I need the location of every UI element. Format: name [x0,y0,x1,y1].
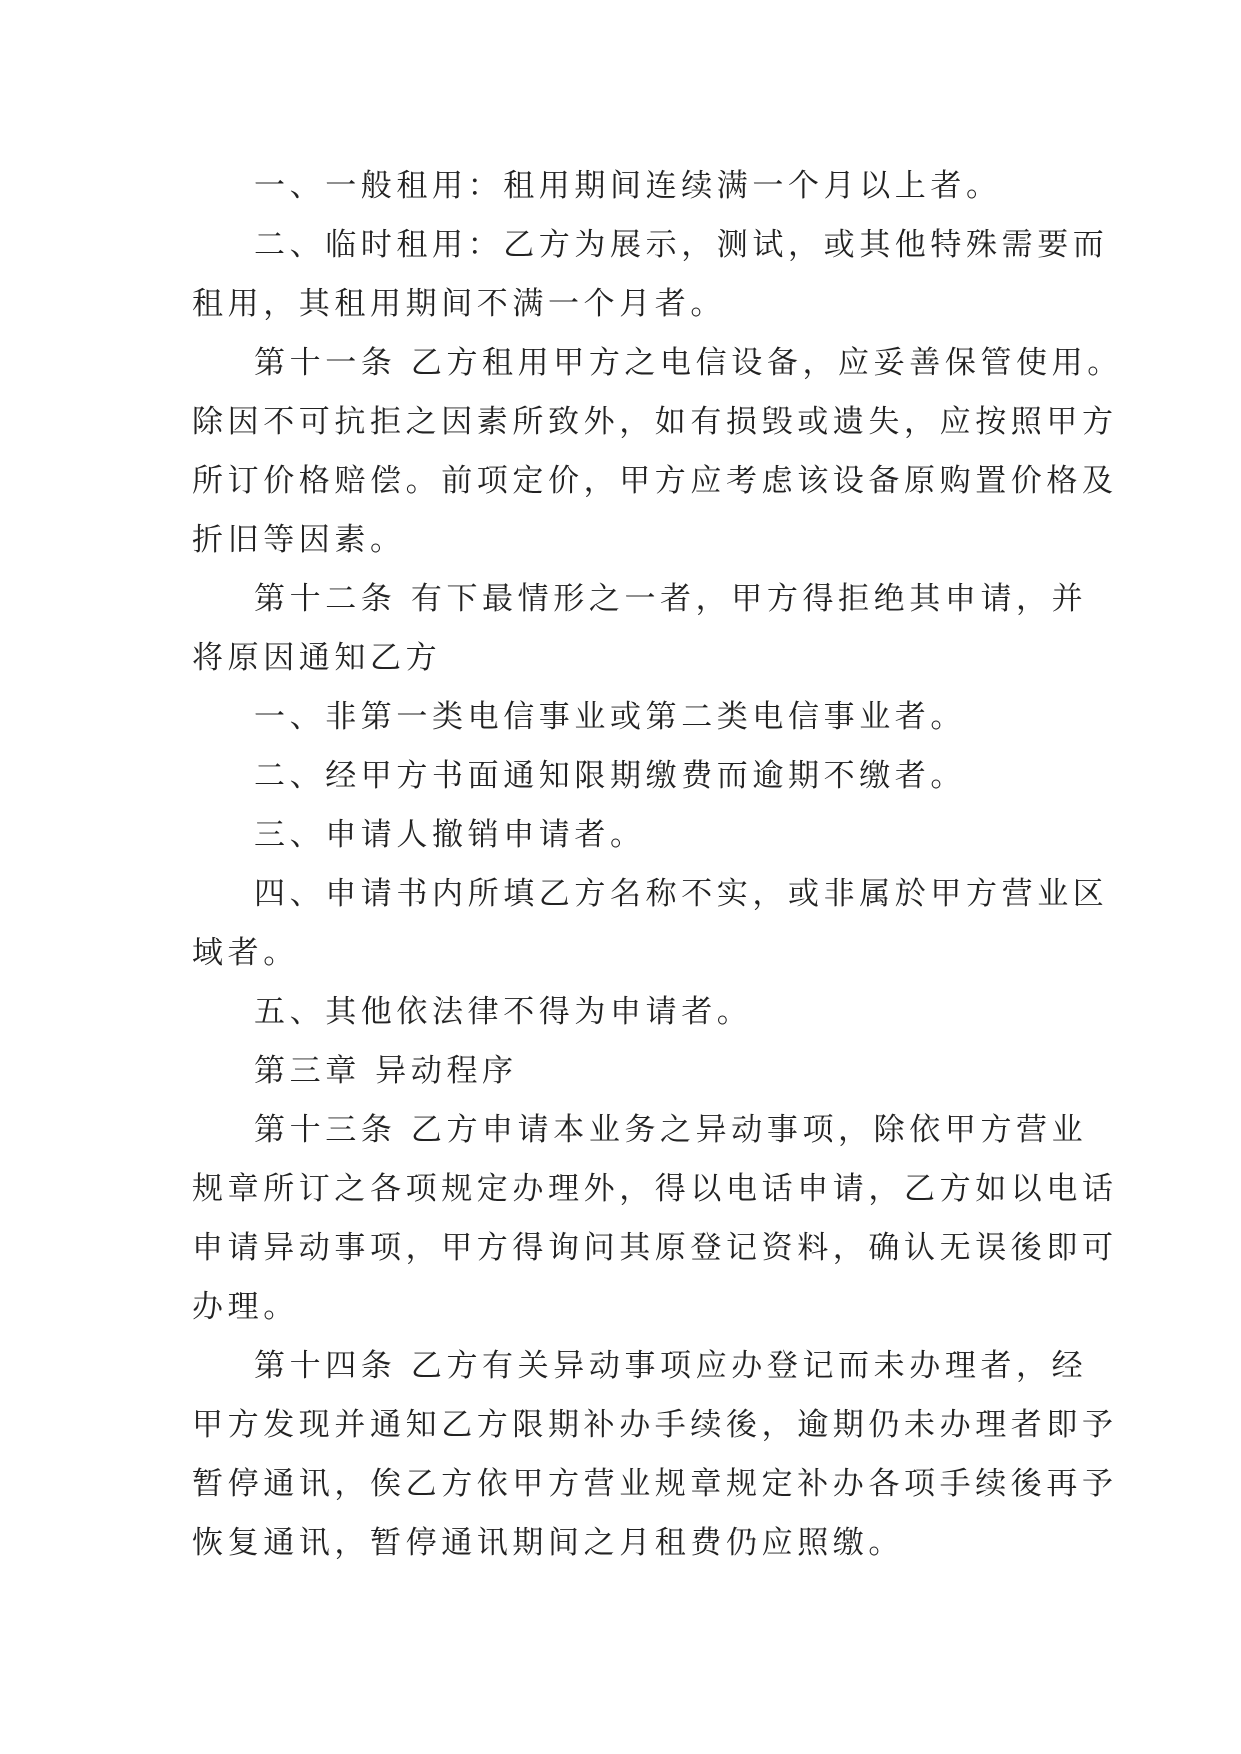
clause-line: 域者。 [192,935,299,971]
clause-line: 所订价格赔偿。前项定价，甲方应考虑该设备原购置价格及 [192,463,1118,499]
clause-line: 租用，其租用期间不满一个月者。 [192,286,726,322]
document-body [192,157,1123,1573]
clause-line: 除因不可抗拒之因素所致外，如有损毁或遗失，应按照甲方 [192,404,1118,440]
clause-line: 申请异动事项，甲方得询问其原登记资料，确认无误後即可 [192,1230,1118,1266]
article-12: 第十二条 有下最情形之一者，甲方得拒绝其申请，并 [254,581,1088,617]
clause-item: 三、申请人撤销申请者。 [254,817,646,853]
clause-line: 折旧等因素。 [192,522,406,558]
article-13: 第十三条 乙方申请本业务之异动事项，除依甲方营业 [254,1112,1088,1148]
article-11: 第十一条 乙方租用甲方之电信设备，应妥善保管使用。 [254,345,1123,381]
clause-line: 恢复通讯，暂停通讯期间之月租费仍应照缴。 [192,1525,904,1561]
clause-line: 暂停通讯，俟乙方依甲方营业规章规定补办各项手续後再予 [192,1466,1118,1502]
clause-item: 四、申请书内所填乙方名称不实，或非属於甲方营业区 [254,876,1109,912]
clause-line: 办理。 [192,1289,299,1325]
article-14: 第十四条 乙方有关异动事项应办登记而未办理者，经 [254,1348,1088,1384]
clause-line: 甲方发现并通知乙方限期补办手续後，逾期仍未办理者即予 [192,1407,1118,1443]
clause-item: 一、非第一类电信事业或第二类电信事业者。 [254,699,966,735]
clause-item: 五、其他依法律不得为申请者。 [254,994,753,1030]
clause-item: 二、经甲方书面通知限期缴费而逾期不缴者。 [254,758,966,794]
clause-line: 二、临时租用：乙方为展示，测试，或其他特殊需要而 [254,227,1109,263]
chapter-heading: 第三章 异动程序 [254,1053,518,1089]
clause-line: 将原因通知乙方 [192,640,442,676]
clause-line: 一、一般租用：租用期间连续满一个月以上者。 [254,168,1002,204]
clause-line: 规章所订之各项规定办理外，得以电话申请，乙方如以电话 [192,1171,1118,1207]
